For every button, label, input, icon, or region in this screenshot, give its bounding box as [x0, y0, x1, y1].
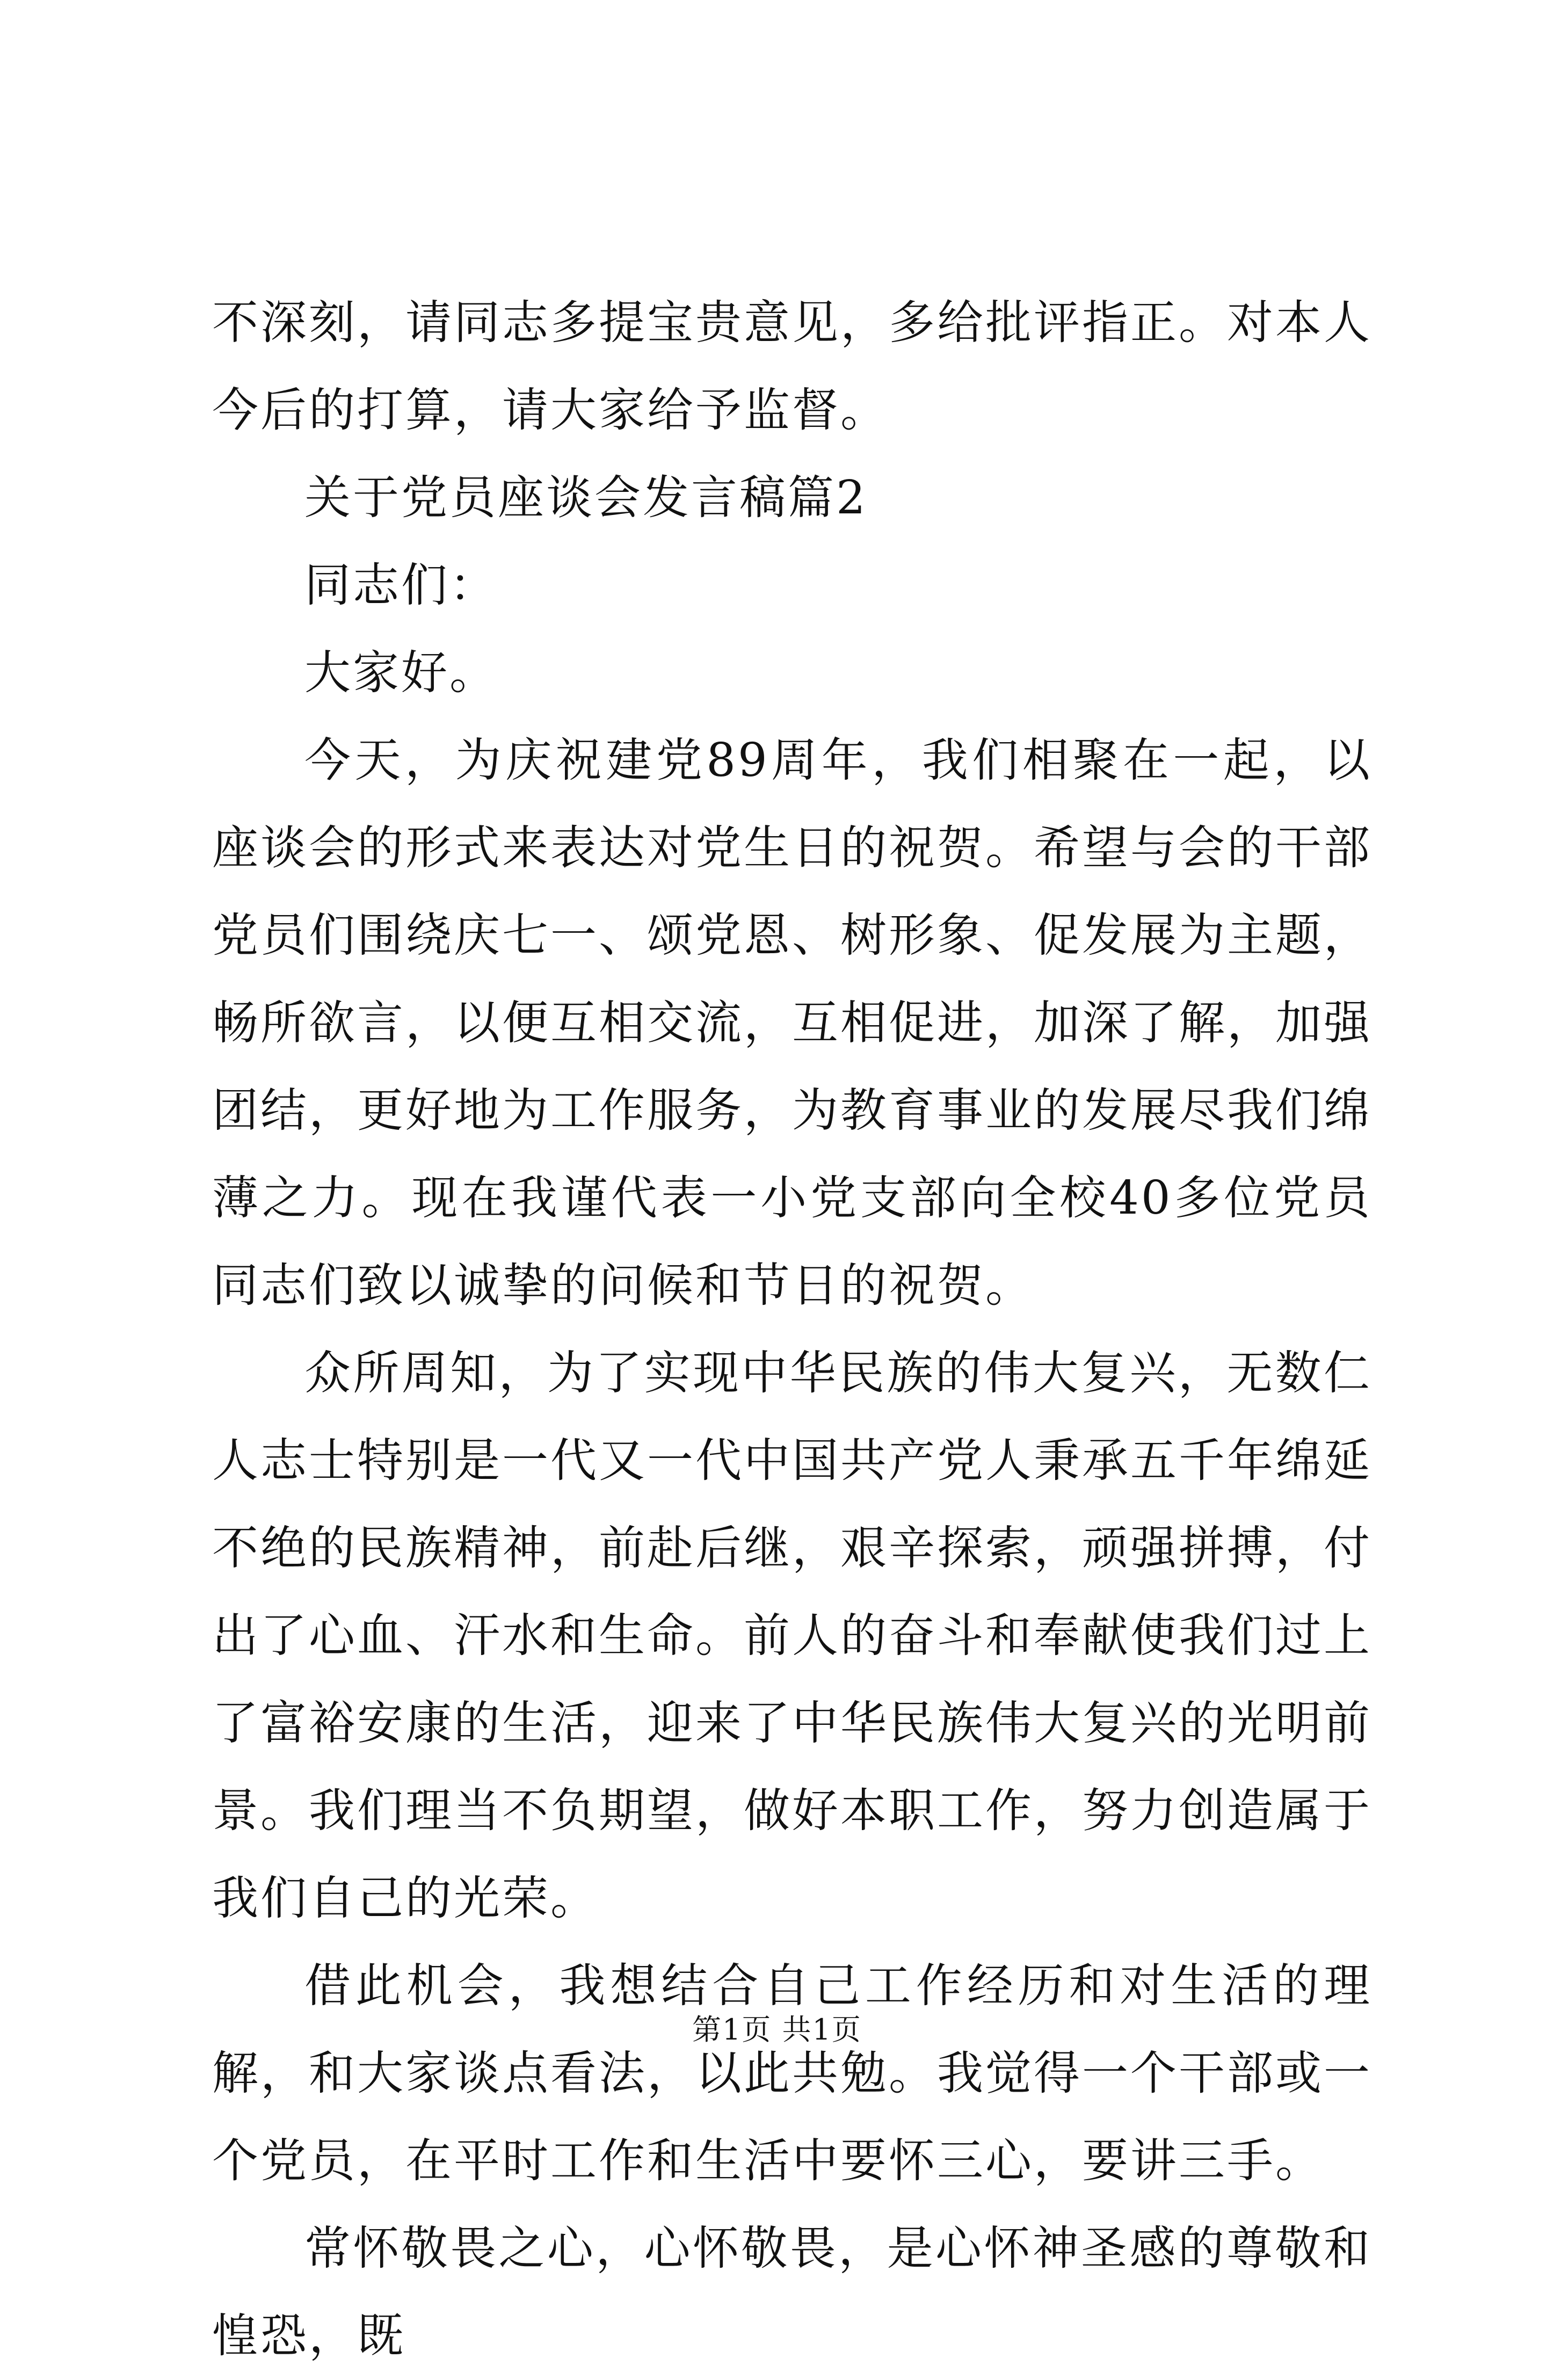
- section-heading: 关于党员座谈会发言稿篇2: [304, 471, 868, 525]
- paragraph: 众所周知，为了实现中华民族的伟大复兴，无数仁人志士特别是一代又一代中国共产党人秉承五千年绵延不绝的民族精神，前赴后继，艰辛探索，顽强拼搏，付出了心血、汗水和生命。前人的奋斗和奉献使我们过上了富裕安康的生活，迎来了中华民族伟大复兴的光明前景。我们理当不负期望，做好本职工作，努力创造属于我们自己的光荣。: [212, 1346, 1372, 1925]
- salutation: 同志们：: [304, 558, 498, 612]
- document-body: [212, 279, 1372, 2380]
- greeting: 大家好。: [304, 646, 498, 700]
- paragraph: 常怀敬畏之心，心怀敬畏，是心怀神圣感的尊敬和惶恐，既: [212, 2222, 1372, 2363]
- paragraph-continuation: 不深刻，请同志多提宝贵意见，多给批评指正。对本人今后的打算，请大家给予监督。: [212, 296, 1372, 437]
- paragraph: 今天，为庆祝建党89周年，我们相聚在一起，以座谈会的形式来表达对党生日的祝贺。希望与会的干部党员们围绕庆七一、颂党恩、树形象、促发展为主题，畅所欲言，以便互相交流，互相促进，加深了解，加强团结，更好地为工作服务，为教育事业的发展尽我们绵薄之力。现在我谨代表一小党支部向全校40多位党员同志们致以诚挚的问候和节日的祝贺。: [212, 734, 1372, 1312]
- page-number-label: 第1页 共1页: [692, 2013, 862, 2047]
- paragraph: 借此机会，我想结合自己工作经历和对生活的理解，和大家谈点看法，以此共勉。我觉得一个干部或一个党员，在平时工作和生活中要怀三心，要讲三手。: [212, 1959, 1372, 2188]
- page-footer: [0, 2011, 1554, 2049]
